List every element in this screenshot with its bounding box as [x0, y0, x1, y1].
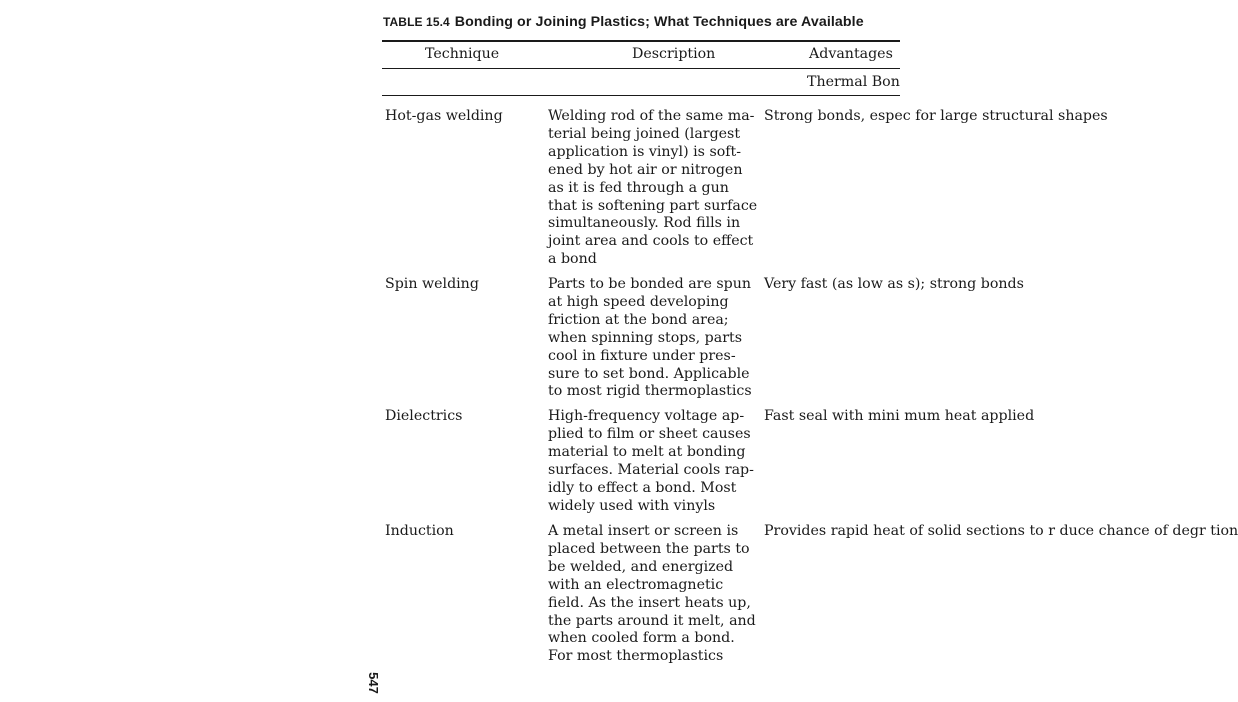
- row-advantages: Very fast (as low as s); strong bonds: [764, 276, 1024, 292]
- row-technique: Hot-gas welding: [385, 108, 503, 124]
- row-technique: Spin welding: [385, 276, 479, 292]
- column-header-technique: Technique: [425, 46, 500, 62]
- table-top-rule: [382, 40, 900, 42]
- section-rule: [382, 95, 900, 96]
- page-number: 547: [366, 672, 381, 694]
- header-rule: [382, 68, 900, 69]
- row-description: Parts to be bonded are spun at high speed developing friction at the bond area; when spinning stops, parts cool in fixture under pres- sure to set bond. Applicable to most rigid thermoplastics: [548, 276, 752, 400]
- table-label: TABLE 15.4: [383, 15, 450, 29]
- column-header-description: Description: [632, 46, 716, 62]
- row-advantages: Provides rapid heat of solid sections to r duce chance of degr tion: [764, 523, 1238, 539]
- row-description: Welding rod of the same ma- terial being joined (largest application is vinyl) is soft- ened by hot air or nitrogen as it is fed through a gun that is softening part surface simultaneously. Rod fills in joint area and cools to effect a bond: [548, 108, 758, 268]
- table-title: [383, 14, 864, 30]
- row-description: High-frequency voltage ap- plied to film or sheet causes material to melt at bonding surfaces. Material cools rap- idly to effect a bond. Most widely used with vinyls: [548, 408, 754, 514]
- section-header: Thermal Bon: [807, 74, 900, 90]
- row-advantages: Fast seal with mini mum heat applied: [764, 408, 1035, 424]
- row-technique: Dielectrics: [385, 408, 463, 424]
- row-description: A metal insert or screen is placed between the parts to be welded, and energized with an electromagnetic field. As the insert heats up, the parts around it melt, and when cooled form a bond. For most thermoplastics: [548, 523, 756, 665]
- row-technique: Induction: [385, 523, 454, 539]
- row-advantages: Strong bonds, espec for large structural shapes: [764, 108, 1108, 124]
- column-header-advantages: Advantages: [809, 46, 893, 62]
- table-caption: Bonding or Joining Plastics; What Techniques are Available: [454, 14, 864, 30]
